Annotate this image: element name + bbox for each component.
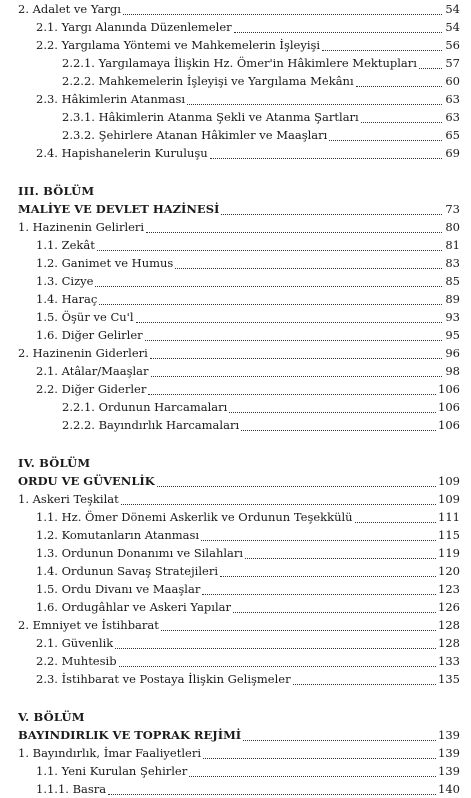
toc-entry[interactable] (18, 508, 460, 526)
dot-leader (241, 419, 436, 431)
toc-entry[interactable] (18, 54, 460, 72)
entry-title: 2.4. Hapishanelerin Kuruluşu (36, 146, 208, 160)
page-number: 109 (438, 492, 460, 506)
page-number: 54 (445, 2, 460, 16)
page-number: 85 (445, 274, 460, 288)
page-number: 128 (438, 618, 460, 632)
dot-leader (234, 21, 442, 33)
page-number: 89 (445, 292, 460, 306)
page-number: 126 (438, 600, 460, 614)
dot-leader (121, 493, 436, 505)
toc-entry[interactable] (18, 90, 460, 108)
entry-title: 2.2.1. Ordunun Harcamaları (62, 400, 228, 414)
dot-leader (210, 147, 442, 159)
dot-leader (202, 583, 436, 595)
page-number: 80 (445, 220, 460, 234)
page-number: 69 (445, 146, 460, 160)
toc-entry[interactable] (18, 344, 460, 362)
part-heading: V. BÖLÜM (18, 710, 85, 724)
page-number: 56 (445, 38, 460, 52)
dot-leader (151, 365, 442, 377)
entry-title: 1.6. Ordugâhlar ve Askeri Yapılar (36, 600, 232, 614)
dot-leader (329, 129, 442, 141)
dot-leader (220, 565, 436, 577)
toc-entry[interactable] (18, 780, 460, 798)
toc-entry[interactable] (18, 290, 460, 308)
entry-title: 1.1.1. Basra (36, 782, 107, 796)
toc-entry[interactable] (18, 108, 460, 126)
page-number: 96 (445, 346, 460, 360)
section-gap (18, 162, 460, 182)
entry-title: 2. Adalet ve Yargı (18, 2, 121, 16)
dot-leader (355, 511, 436, 523)
page-number: 119 (438, 546, 460, 560)
dot-leader (233, 601, 436, 613)
entry-title: 2.2.1. Yargılamaya İlişkin Hz. Ömer'in Hâkimlere Mektupları (62, 56, 417, 70)
entry-title: 1. Hazinenin Gelirleri (18, 220, 145, 234)
toc-entry[interactable] (18, 272, 460, 290)
table-of-contents (18, 0, 460, 798)
chapter-title-entry[interactable] (18, 726, 460, 744)
toc-entry[interactable] (18, 72, 460, 90)
page-number: 98 (445, 364, 460, 378)
entry-title: 2.3.2. Şehirlere Atanan Hâkimler ve Maaşları (62, 128, 328, 142)
entry-title: 1.3. Cizye (36, 274, 94, 288)
entry-title: 2.1. Güvenlik (36, 636, 114, 650)
page-number: 139 (438, 746, 460, 760)
entry-title: 1.6. Diğer Gelirler (36, 328, 143, 342)
toc-entry[interactable] (18, 0, 460, 18)
toc-entry[interactable] (18, 218, 460, 236)
dot-leader (148, 383, 436, 395)
toc-entry[interactable] (18, 762, 460, 780)
toc-entry[interactable] (18, 416, 460, 434)
entry-title: 1.4. Ordunun Savaş Stratejileri (36, 564, 218, 578)
toc-entry[interactable] (18, 36, 460, 54)
toc-entry[interactable] (18, 598, 460, 616)
entry-title: 2.3. İstihbarat ve Postaya İlişkin Gelişmeler (36, 672, 291, 686)
entry-title: 2.2.2. Mahkemelerin İşleyişi ve Yargılama Mekânı (62, 74, 354, 88)
dot-leader (123, 3, 442, 15)
page-number: 133 (438, 654, 460, 668)
entry-title: 2.3. Hâkimlerin Atanması (36, 92, 186, 106)
entry-title: 2. Hazinenin Giderleri (18, 346, 148, 360)
toc-entry[interactable] (18, 616, 460, 634)
entry-title: 1.2. Ganimet ve Humus (36, 256, 174, 270)
toc-entry[interactable] (18, 398, 460, 416)
page-number: 115 (438, 528, 460, 542)
dot-leader (187, 93, 442, 105)
page-number: 83 (445, 256, 460, 270)
entry-title: 1.5. Öşür ve Cu'l (36, 310, 134, 324)
entry-title: 1.5. Ordu Divanı ve Maaşlar (36, 582, 201, 596)
page-number: 128 (438, 636, 460, 650)
dot-leader (150, 347, 442, 359)
toc-entry[interactable] (18, 254, 460, 272)
dot-leader (161, 619, 436, 631)
toc-entry[interactable] (18, 126, 460, 144)
entry-title: MALİYE VE DEVLET HAZİNESİ (18, 202, 220, 216)
page-number: 139 (438, 764, 460, 778)
entry-title: 1.1. Hz. Ömer Dönemi Askerlik ve Ordunun Teşekkülü (36, 510, 353, 524)
dot-leader (361, 111, 442, 123)
dot-leader (243, 729, 436, 741)
chapter-title-entry[interactable] (18, 472, 460, 490)
page-number: 81 (445, 238, 460, 252)
toc-entry[interactable] (18, 580, 460, 598)
dot-leader (97, 239, 442, 251)
dot-leader (203, 747, 436, 759)
entry-title: 1. Askeri Teşkilat (18, 492, 119, 506)
toc-entry[interactable] (18, 326, 460, 344)
dot-leader (95, 275, 442, 287)
toc-entry[interactable] (18, 744, 460, 762)
dot-leader (221, 203, 442, 215)
dot-leader (157, 475, 436, 487)
entry-title: 2.2.2. Bayındırlık Harcamaları (62, 418, 240, 432)
toc-entry[interactable] (18, 236, 460, 254)
entry-title: 2.2. Yargılama Yöntemi ve Mahkemelerin İşleyişi (36, 38, 321, 52)
toc-entry[interactable] (18, 18, 460, 36)
entry-title: ORDU VE GÜVENLİK (18, 474, 155, 488)
dot-leader (108, 783, 436, 795)
page-number: 54 (445, 20, 460, 34)
page-number: 73 (445, 202, 460, 216)
dot-leader (245, 547, 436, 559)
page-number: 123 (438, 582, 460, 596)
page-number: 57 (445, 56, 460, 70)
section-gap (18, 434, 460, 454)
entry-title: 2.2. Muhtesib (36, 654, 117, 668)
page-number: 93 (445, 310, 460, 324)
toc-entry[interactable] (18, 308, 460, 326)
entry-title: 2.2. Diğer Giderler (36, 382, 147, 396)
toc-entry[interactable] (18, 526, 460, 544)
dot-leader (145, 329, 442, 341)
page-number: 106 (438, 382, 460, 396)
toc-entry[interactable] (18, 652, 460, 670)
page-number: 106 (438, 400, 460, 414)
page-number: 120 (438, 564, 460, 578)
part-heading: III. BÖLÜM (18, 184, 95, 198)
dot-leader (189, 765, 436, 777)
entry-title: 2. Emniyet ve İstihbarat (18, 618, 159, 632)
entry-title: 1.2. Komutanların Atanması (36, 528, 200, 542)
page-number: 140 (438, 782, 460, 796)
toc-entry[interactable] (18, 544, 460, 562)
entry-title: 2.1. Yargı Alanında Düzenlemeler (36, 20, 232, 34)
entry-title: BAYINDIRLIK VE TOPRAK REJİMİ (18, 728, 242, 742)
toc-entry[interactable] (18, 362, 460, 380)
dot-leader (146, 221, 442, 233)
dot-leader (175, 257, 442, 269)
entry-title: 1. Bayındırlık, İmar Faaliyetleri (18, 746, 201, 760)
entry-title: 2.1. Atâlar/Maaşlar (36, 364, 149, 378)
entry-title: 1.4. Haraç (36, 292, 98, 306)
dot-leader (293, 673, 436, 685)
page-number: 139 (438, 728, 460, 742)
toc-entry[interactable] (18, 144, 460, 162)
toc-entry[interactable] (18, 380, 460, 398)
toc-entry[interactable] (18, 670, 460, 688)
page-number: 106 (438, 418, 460, 432)
toc-entry[interactable] (18, 490, 460, 508)
entry-title: 1.3. Ordunun Donanımı ve Silahları (36, 546, 244, 560)
entry-title: 1.1. Zekât (36, 238, 95, 252)
dot-leader (201, 529, 436, 541)
entry-title: 2.3.1. Hâkimlerin Atanma Şekli ve Atanma Şartları (62, 110, 359, 124)
dot-leader (99, 293, 442, 305)
dot-leader (322, 39, 442, 51)
dot-leader (115, 637, 436, 649)
chapter-title-entry[interactable] (18, 200, 460, 218)
page-number: 135 (438, 672, 460, 686)
section-gap (18, 688, 460, 708)
page-number: 95 (445, 328, 460, 342)
page-number: 65 (445, 128, 460, 142)
dot-leader (229, 401, 436, 413)
dot-leader (419, 57, 442, 69)
part-heading: IV. BÖLÜM (18, 456, 91, 470)
page-number: 63 (445, 92, 460, 106)
page-number: 60 (445, 74, 460, 88)
dot-leader (119, 655, 436, 667)
entry-title: 1.1. Yeni Kurulan Şehirler (36, 764, 188, 778)
dot-leader (136, 311, 443, 323)
dot-leader (356, 75, 442, 87)
page-number: 63 (445, 110, 460, 124)
toc-entry[interactable] (18, 562, 460, 580)
page-number: 111 (438, 510, 460, 524)
page-number: 109 (438, 474, 460, 488)
toc-entry[interactable] (18, 634, 460, 652)
